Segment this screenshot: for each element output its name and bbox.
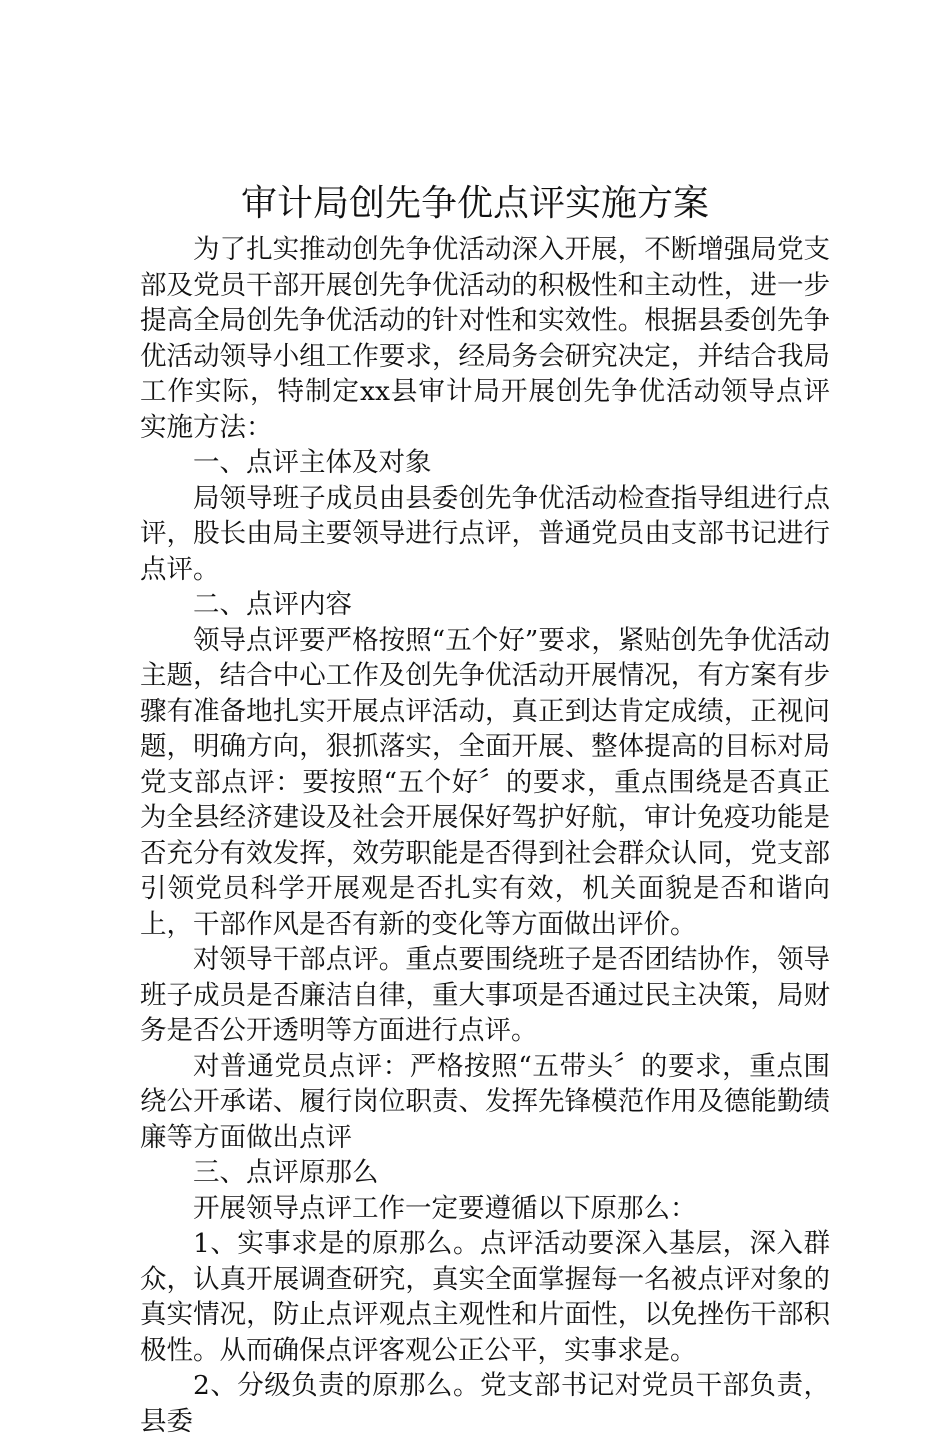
paragraph-content: 领导点评要严格按照“五个好”要求，紧贴创先争优活动主题，结合中心工作及创先争优活动开展情况，有方案有步骤有准备地扎实开展点评活动，真正到达肯定成绩，正视问题，明确方向，狠抓落实，全面开展、整体提高的目标对局党支部点评：要按照“五个好〞的要求，重点围绕是否真正为全县经济建设及社会开展保好驾护好航，审计免疫功能是否充分有效发挥，效劳职能是否得到社会群众认同，党支部引领党员科学开展观是否扎实有效，机关面貌是否和谐向上，干部作风是否有新的变化等方面做出评价。: [140, 624, 830, 940]
paragraph-principle-1: 1、实事求是的原那么。点评活动要深入基层，深入群众，认真开展调查研究，真实全面掌握每一名被点评对象的真实情况，防止点评观点主观性和片面性，以免挫伤干部积极性。从而确保点评客观公正公平，实事求是。: [140, 1228, 830, 1366]
paragraph-members: 对普通党员点评：严格按照“五带头〞的要求，重点围绕公开承诺、履行岗位职责、发挥先锋模范作用及德能勤绩廉等方面做出点评: [140, 1050, 830, 1153]
section-heading-2: 二、点评内容: [193, 589, 352, 620]
section-heading-3: 三、点评原那么: [193, 1157, 379, 1188]
paragraph-intro: 为了扎实推动创先争优活动深入开展，不断增强局党支部及党员干部开展创先争优活动的积极性和主动性，进一步提高全局创先争优活动的针对性和实效性。根据县委创先争优活动领导小组工作要求，经局务会研究决定，并结合我局工作实际，特制定xx县审计局开展创先争优活动领导点评实施方法：: [140, 234, 830, 443]
paragraph-principle-2: 2、分级负责的原那么。党支部书记对党员干部负责，县委: [140, 1370, 830, 1437]
document-title: 审计局创先争优点评实施方案: [240, 183, 709, 224]
section-heading-1: 一、点评主体及对象: [193, 447, 432, 478]
paragraph-principles-intro: 开展领导点评工作一定要遵循以下原那么：: [193, 1192, 697, 1224]
document-body: [140, 232, 830, 1439]
paragraph-leaders: 对领导干部点评。重点要围绕班子是否团结协作，领导班子成员是否廉洁自律，重大事项是否通过民主决策，局财务是否公开透明等方面进行点评。: [140, 944, 830, 1046]
paragraph-subjects: 局领导班子成员由县委创先争优活动检查指导组进行点评，股长由局主要领导进行点评，普通党员由支部书记进行点评。: [140, 482, 830, 585]
